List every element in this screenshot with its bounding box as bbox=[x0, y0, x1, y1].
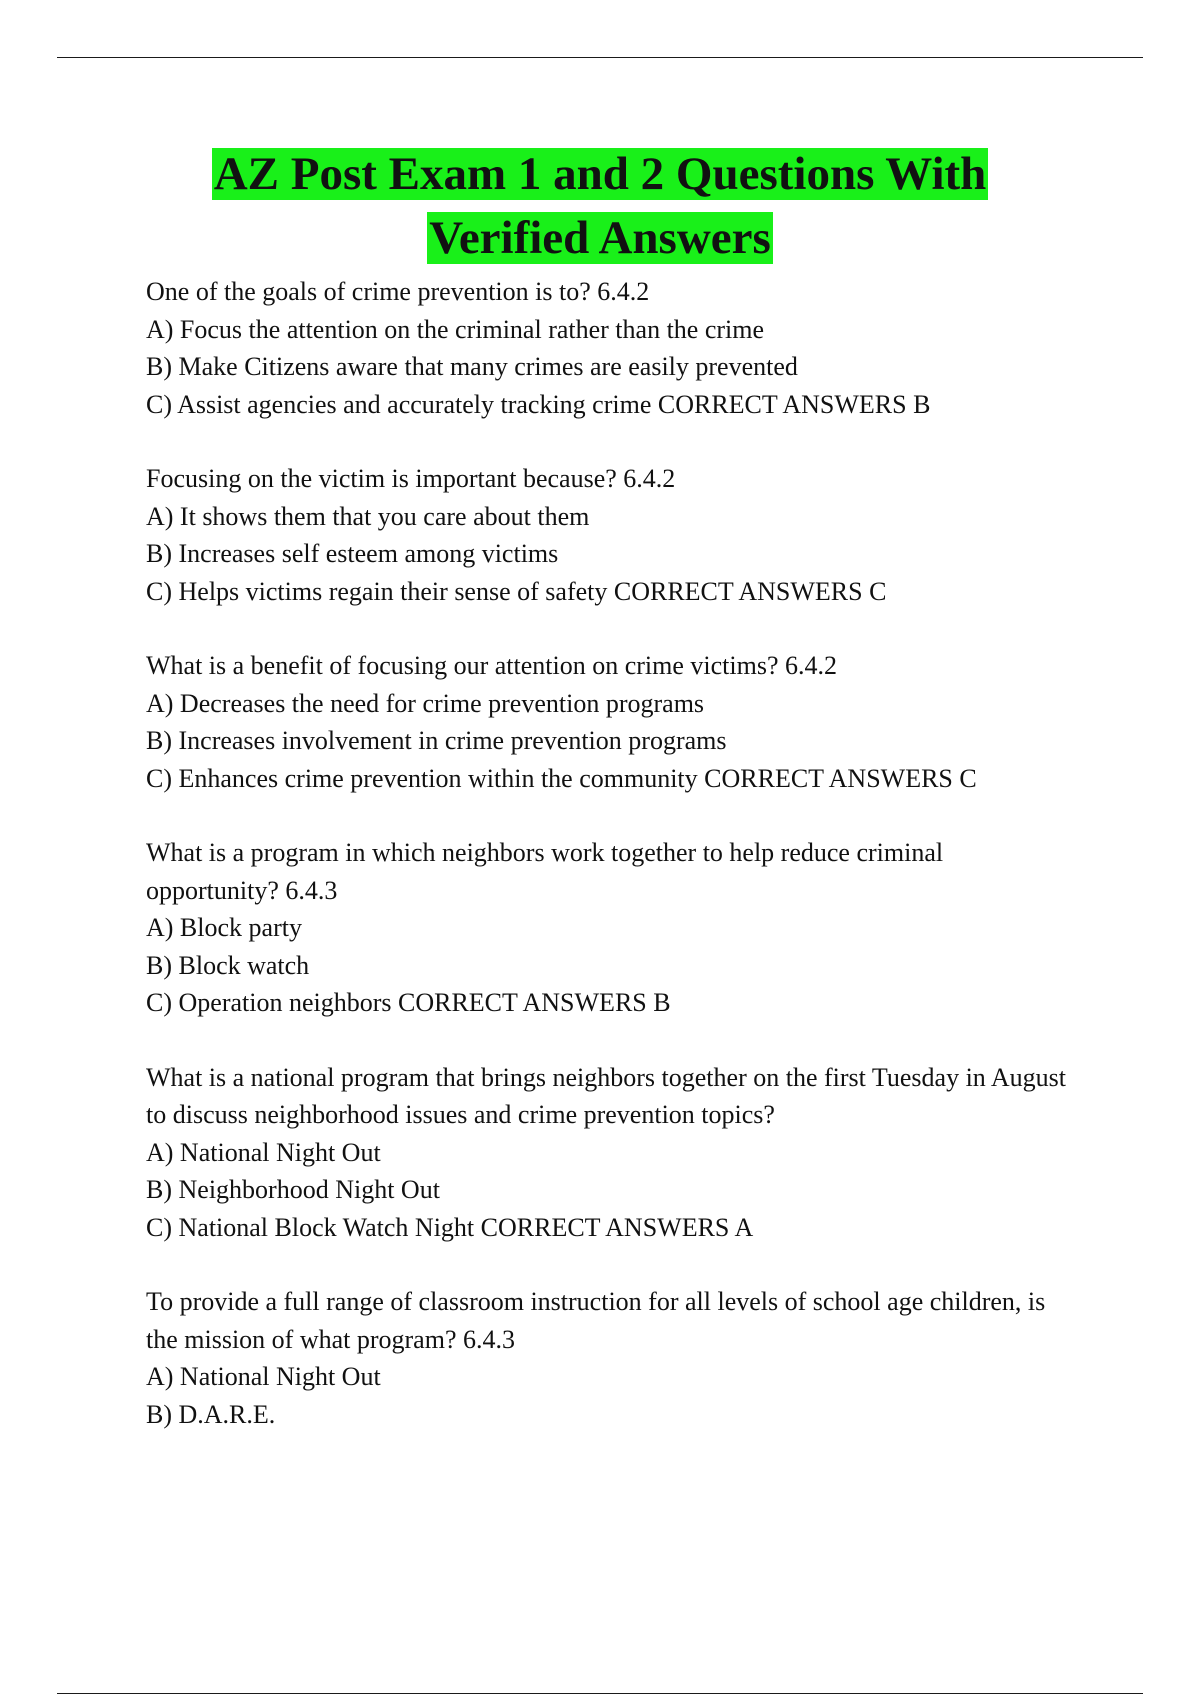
answer-option: B) Neighborhood Night Out bbox=[146, 1175, 440, 1204]
answer-option: B) D.A.R.E. bbox=[146, 1399, 276, 1429]
answer-option: A) National Night Out bbox=[146, 1137, 381, 1167]
question-block bbox=[146, 460, 1081, 610]
question-block bbox=[146, 834, 1081, 1022]
question-list bbox=[146, 273, 1081, 1470]
top-rule bbox=[57, 57, 1143, 58]
question-text: To provide a full range of classroom instruction for all levels of school age children, is the mission of what program? 6.4.3 bbox=[146, 1287, 1046, 1354]
answer-option: A) Decreases the need for crime prevention programs bbox=[146, 688, 705, 718]
document-title bbox=[0, 142, 1200, 270]
answer-option: C) Operation neighbors CORRECT ANSWERS B bbox=[146, 988, 671, 1017]
question-text: What is a national program that brings neighbors together on the first Tuesday in August to discuss neighborhood issues and crime prevention topics? bbox=[146, 1062, 1066, 1129]
question-block bbox=[146, 647, 1081, 797]
answer-option: C) Assist agencies and accurately tracking crime CORRECT ANSWERS B bbox=[146, 389, 931, 419]
answer-option: C) Enhances crime prevention within the community CORRECT ANSWERS C bbox=[146, 763, 977, 793]
question-block bbox=[146, 273, 1081, 423]
title-line-1-text: AZ Post Exam 1 and 2 Questions With bbox=[213, 148, 987, 200]
question-text: One of the goals of crime prevention is to? 6.4.2 bbox=[146, 277, 650, 306]
answer-option: A) Focus the attention on the criminal rather than the crime bbox=[146, 314, 765, 344]
answer-option: A) It shows them that you care about them bbox=[146, 501, 590, 531]
bottom-rule bbox=[57, 1693, 1143, 1694]
answer-option: B) Make Citizens aware that many crimes are easily prevented bbox=[146, 352, 798, 381]
answer-option: B) Increases involvement in crime prevention programs bbox=[146, 726, 727, 755]
question-text: What is a program in which neighbors work together to help reduce criminal opportunity? 6.4.3 bbox=[146, 838, 944, 905]
answer-option: A) National Night Out bbox=[146, 1362, 381, 1391]
answer-option: B) Increases self esteem among victims bbox=[146, 539, 559, 568]
question-block bbox=[146, 1059, 1081, 1247]
title-line-2-text: Verified Answers bbox=[429, 212, 771, 264]
question-text: What is a benefit of focusing our attention on crime victims? 6.4.2 bbox=[146, 651, 837, 680]
question-block bbox=[146, 1283, 1081, 1433]
title-line-2 bbox=[427, 206, 773, 270]
title-line-1 bbox=[212, 142, 989, 206]
answer-option: C) National Block Watch Night CORRECT ANSWERS A bbox=[146, 1212, 754, 1242]
answer-option: C) Helps victims regain their sense of safety CORRECT ANSWERS C bbox=[146, 576, 887, 606]
answer-option: B) Block watch bbox=[146, 950, 310, 980]
answer-option: A) Block party bbox=[146, 913, 302, 942]
question-text: Focusing on the victim is important because? 6.4.2 bbox=[146, 464, 676, 493]
